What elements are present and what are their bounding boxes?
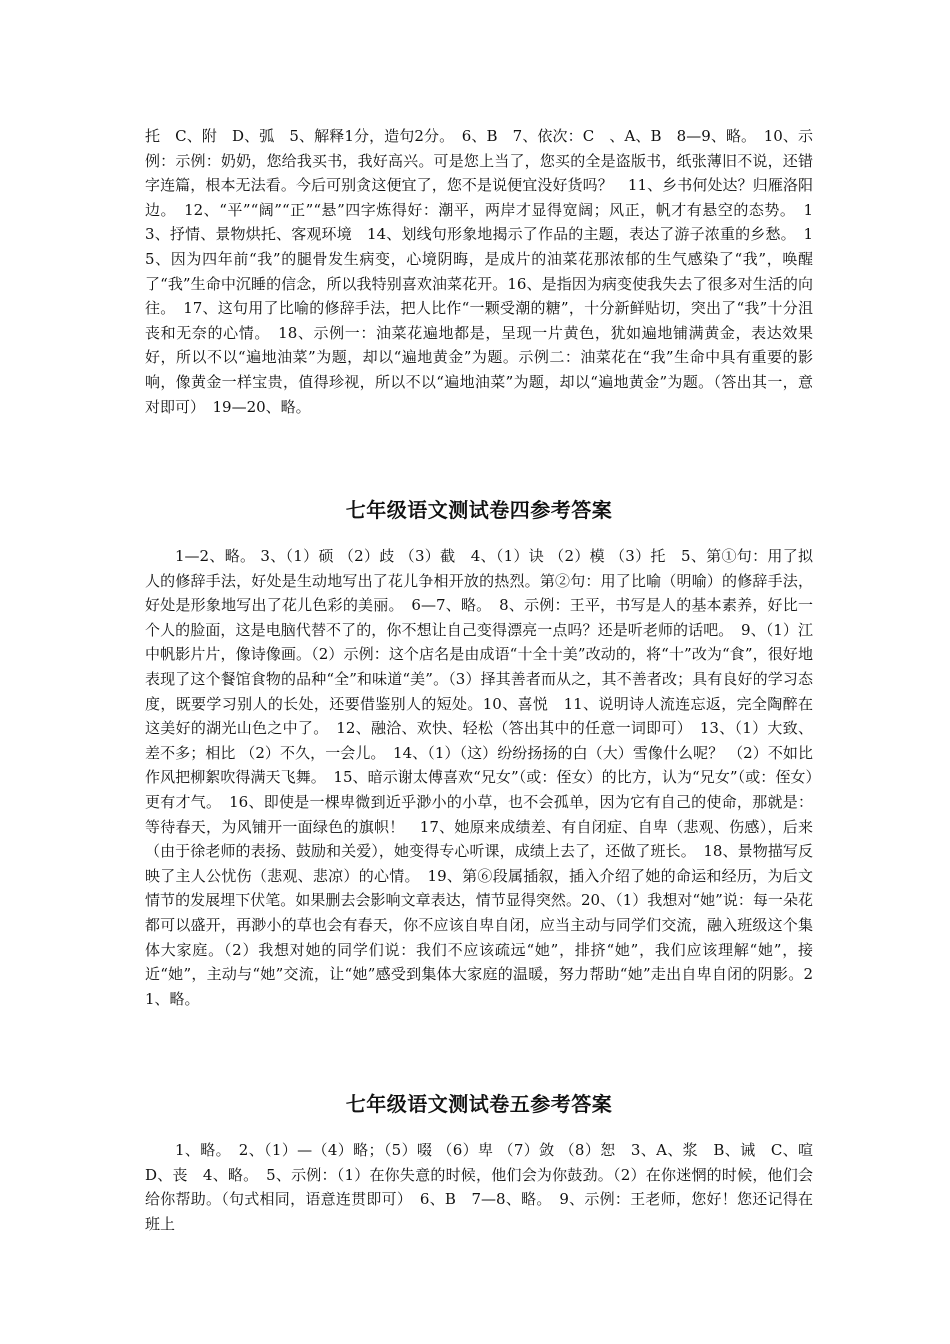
answer-section-continued (145, 124, 813, 419)
answer-paragraph: 托 C、附 D、弧 5、解释1分，造句2分。 6、B 7、依次：C 、A、B 8—9、略。 10、示例：示例：奶奶，您给我买书，我好高兴。可是您上当了，您买的全是盗版书，纸张薄旧不说，还错字连篇，根本无法看。今后可别贪这便宜了，您不是说便宜没好货吗？ 11、乡书何处达？归雁洛阳边。 12、“平”“阔”“正”“悬”四字炼得好：潮平，两岸才显得宽阔；风正，帆才有悬空的态势。 13、抒情、景物烘托、客观环境 14、划线句形象地揭示了作品的主题，表达了游子浓重的乡愁。 15、因为四年前“我”的腿骨发生病变，心境阴晦，是成片的油菜花那浓郁的生气感染了“我”，唤醒了“我”生命中沉睡的信念，所以我特别喜欢油菜花开。16、是指因为病变使我失去了很多对生活的向往。 17、这句用了比喻的修辞手法，把人比作“一颗受潮的糖”，十分新鲜贴切，突出了“我”十分沮丧和无奈的心情。 18、示例一：油菜花遍地都是，呈现一片黄色，犹如遍地铺满黄金，表达效果好，所以不以“遍地油菜”为题，却以“遍地黄金”为题。示例二：油菜花在“我”生命中具有重要的影响，像黄金一样宝贵，值得珍视，所以不以“遍地油菜”为题，却以“遍地黄金”为题。（答出其一，意对即可） 19—20、略。 (145, 127, 813, 416)
answer-paragraph: 1、略。 2、（1）—（4）略；（5）啜 （6）卑 （7）敛 （8）恕 3、A、浆 B、诫 C、喧 D、丧 4、略。 5、示例：（1）在你失意的时候，他们会为你鼓劲。（2）在你迷惘的时候，他们会给你帮助。（句式相同，语意连贯即可） 6、B 7—8、略。 9、示例：王老师，您好！您还记得在班上 (145, 1141, 829, 1233)
section-title: 七年级语文测试卷五参考答案 (345, 1092, 613, 1116)
answer-paragraph: 1—2、略。 3、（1）硕 （2）歧 （3）截 4、（1）诀 （2）模 （3）托 5、第①句：用了拟人的修辞手法，好处是生动地写出了花儿争相开放的热烈。第②句：用了比喻（明喻）的修辞手法，好处是形象地写出了花儿色彩的美丽。 6—7、略。 8、示例：王平，书写是人的基本素养，好比一个人的脸面，这是电脑代替不了的，你不想让自己变得漂亮一点吗？还是听老师的话吧。 9、（1）江中帆影片片，像诗像画。（2）示例：这个店名是由成语“十全十美”改动的，将“十”改为“食”，很好地表现了这个餐馆食物的品种“全”和味道“美”。（3）择其善者而从之，其不善者改；具有良好的学习态度，既要学习别人的长处，还要借鉴别人的短处。10、喜悦 11、说明诗人流连忘返，完全陶醉在这美好的湖光山色之中了。 12、融洽、欢快、轻松（答出其中的任意一词即可） 13、（1）大致、差不多；相比 （2）不久，一会儿。 14、（1）（这）纷纷扬扬的白（大）雪像什么呢？ （2）不如比作风把柳絮吹得满天飞舞。 15、暗示谢太傅喜欢“兄女”（或：侄女）的比方，认为“兄女”（或：侄女）更有才气。 16、即使是一棵卑微到近乎渺小的小草，也不会孤单，因为它有自己的使命，那就是：等待春天，为风铺开一面绿色的旗帜！ 17、她原来成绩差、有自闭症、自卑（悲观、伤感），后来（由于徐老师的表扬、鼓励和关爱），她变得专心听课，成绩上去了，还做了班长。 18、景物描写反映了主人公忧伤（悲观、悲凉）的心情。 19、第⑥段属插叙，插入介绍了她的命运和经历，为后文情节的发展埋下伏笔。如果删去会影响文章表达，情节显得突然。20、（1）我想对“她”说：每一朵花都可以盛开，再渺小的草也会有春天，你不应该自卑自闭，应当主动与同学们交流，融入班级这个集体大家庭。（2）我想对她的同学们说：我们不应该疏远“她”，排挤“她”，我们应该理解“她”，接近“她”，主动与“她”交流，让“她”感受到集体大家庭的温暖，努力帮助“她”走出自卑自闭的阴影。21、略。 (145, 547, 813, 1008)
answer-section-four (145, 544, 813, 1011)
section-title: 七年级语文测试卷四参考答案 (345, 498, 613, 522)
answer-section-five (145, 1138, 829, 1236)
